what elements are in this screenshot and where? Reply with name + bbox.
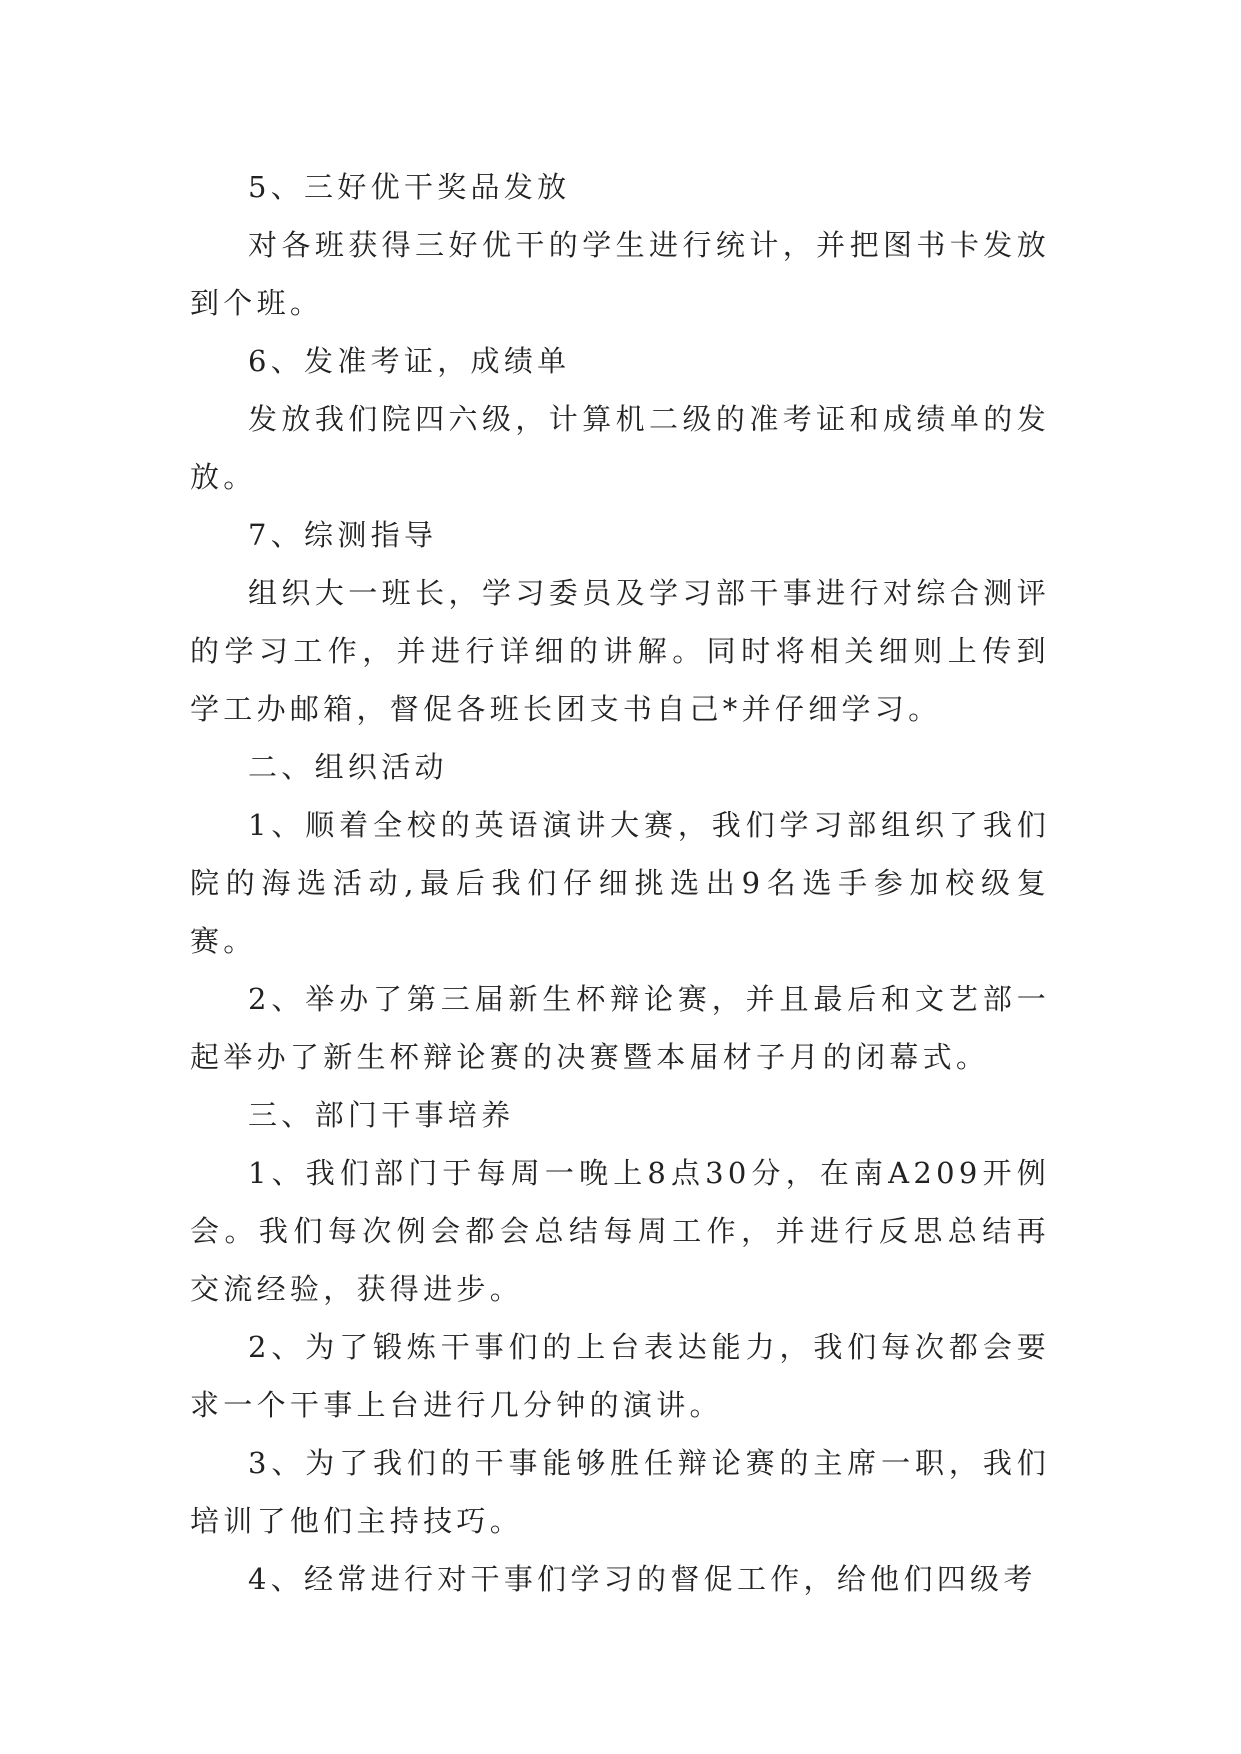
paragraph: 1、顺着全校的英语演讲大赛，我们学习部组织了我们院的海选活动,最后我们仔细挑选出9名选手参加校级复赛。 — [190, 808, 1050, 958]
heading-item-6: 6、发准考证，成绩单 — [248, 344, 571, 378]
paragraph: 1、我们部门于每周一晚上8点30分，在南A209开例会。我们每次例会都会总结每周工作，并进行反思总结再交流经验，获得进步。 — [190, 1156, 1050, 1306]
section-heading-3: 三、部门干事培养 — [248, 1098, 515, 1132]
paragraph: 2、举办了第三届新生杯辩论赛，并且最后和文艺部一起举办了新生杯辩论赛的决赛暨本届材子月的闭幕式。 — [190, 982, 1050, 1074]
paragraph: 4、经常进行对干事们学习的督促工作，给他们四级考 — [248, 1562, 1037, 1596]
heading-item-5: 5、三好优干奖品发放 — [248, 170, 571, 204]
heading-item-7: 7、综测指导 — [248, 518, 438, 552]
paragraph: 对各班获得三好优干的学生进行统计，并把图书卡发放到个班。 — [190, 228, 1050, 320]
paragraph: 发放我们院四六级，计算机二级的准考证和成绩单的发放。 — [190, 402, 1050, 494]
paragraph: 组织大一班长，学习委员及学习部干事进行对综合测评的学习工作，并进行详细的讲解。同时将相关细则上传到学工办邮箱，督促各班长团支书自己*并仔细学习。 — [190, 576, 1050, 726]
paragraph: 3、为了我们的干事能够胜任辩论赛的主席一职，我们培训了他们主持技巧。 — [190, 1446, 1050, 1538]
paragraph: 2、为了锻炼干事们的上台表达能力，我们每次都会要求一个干事上台进行几分钟的演讲。 — [190, 1330, 1050, 1422]
document-body — [190, 158, 1050, 1608]
section-heading-2: 二、组织活动 — [248, 750, 448, 784]
